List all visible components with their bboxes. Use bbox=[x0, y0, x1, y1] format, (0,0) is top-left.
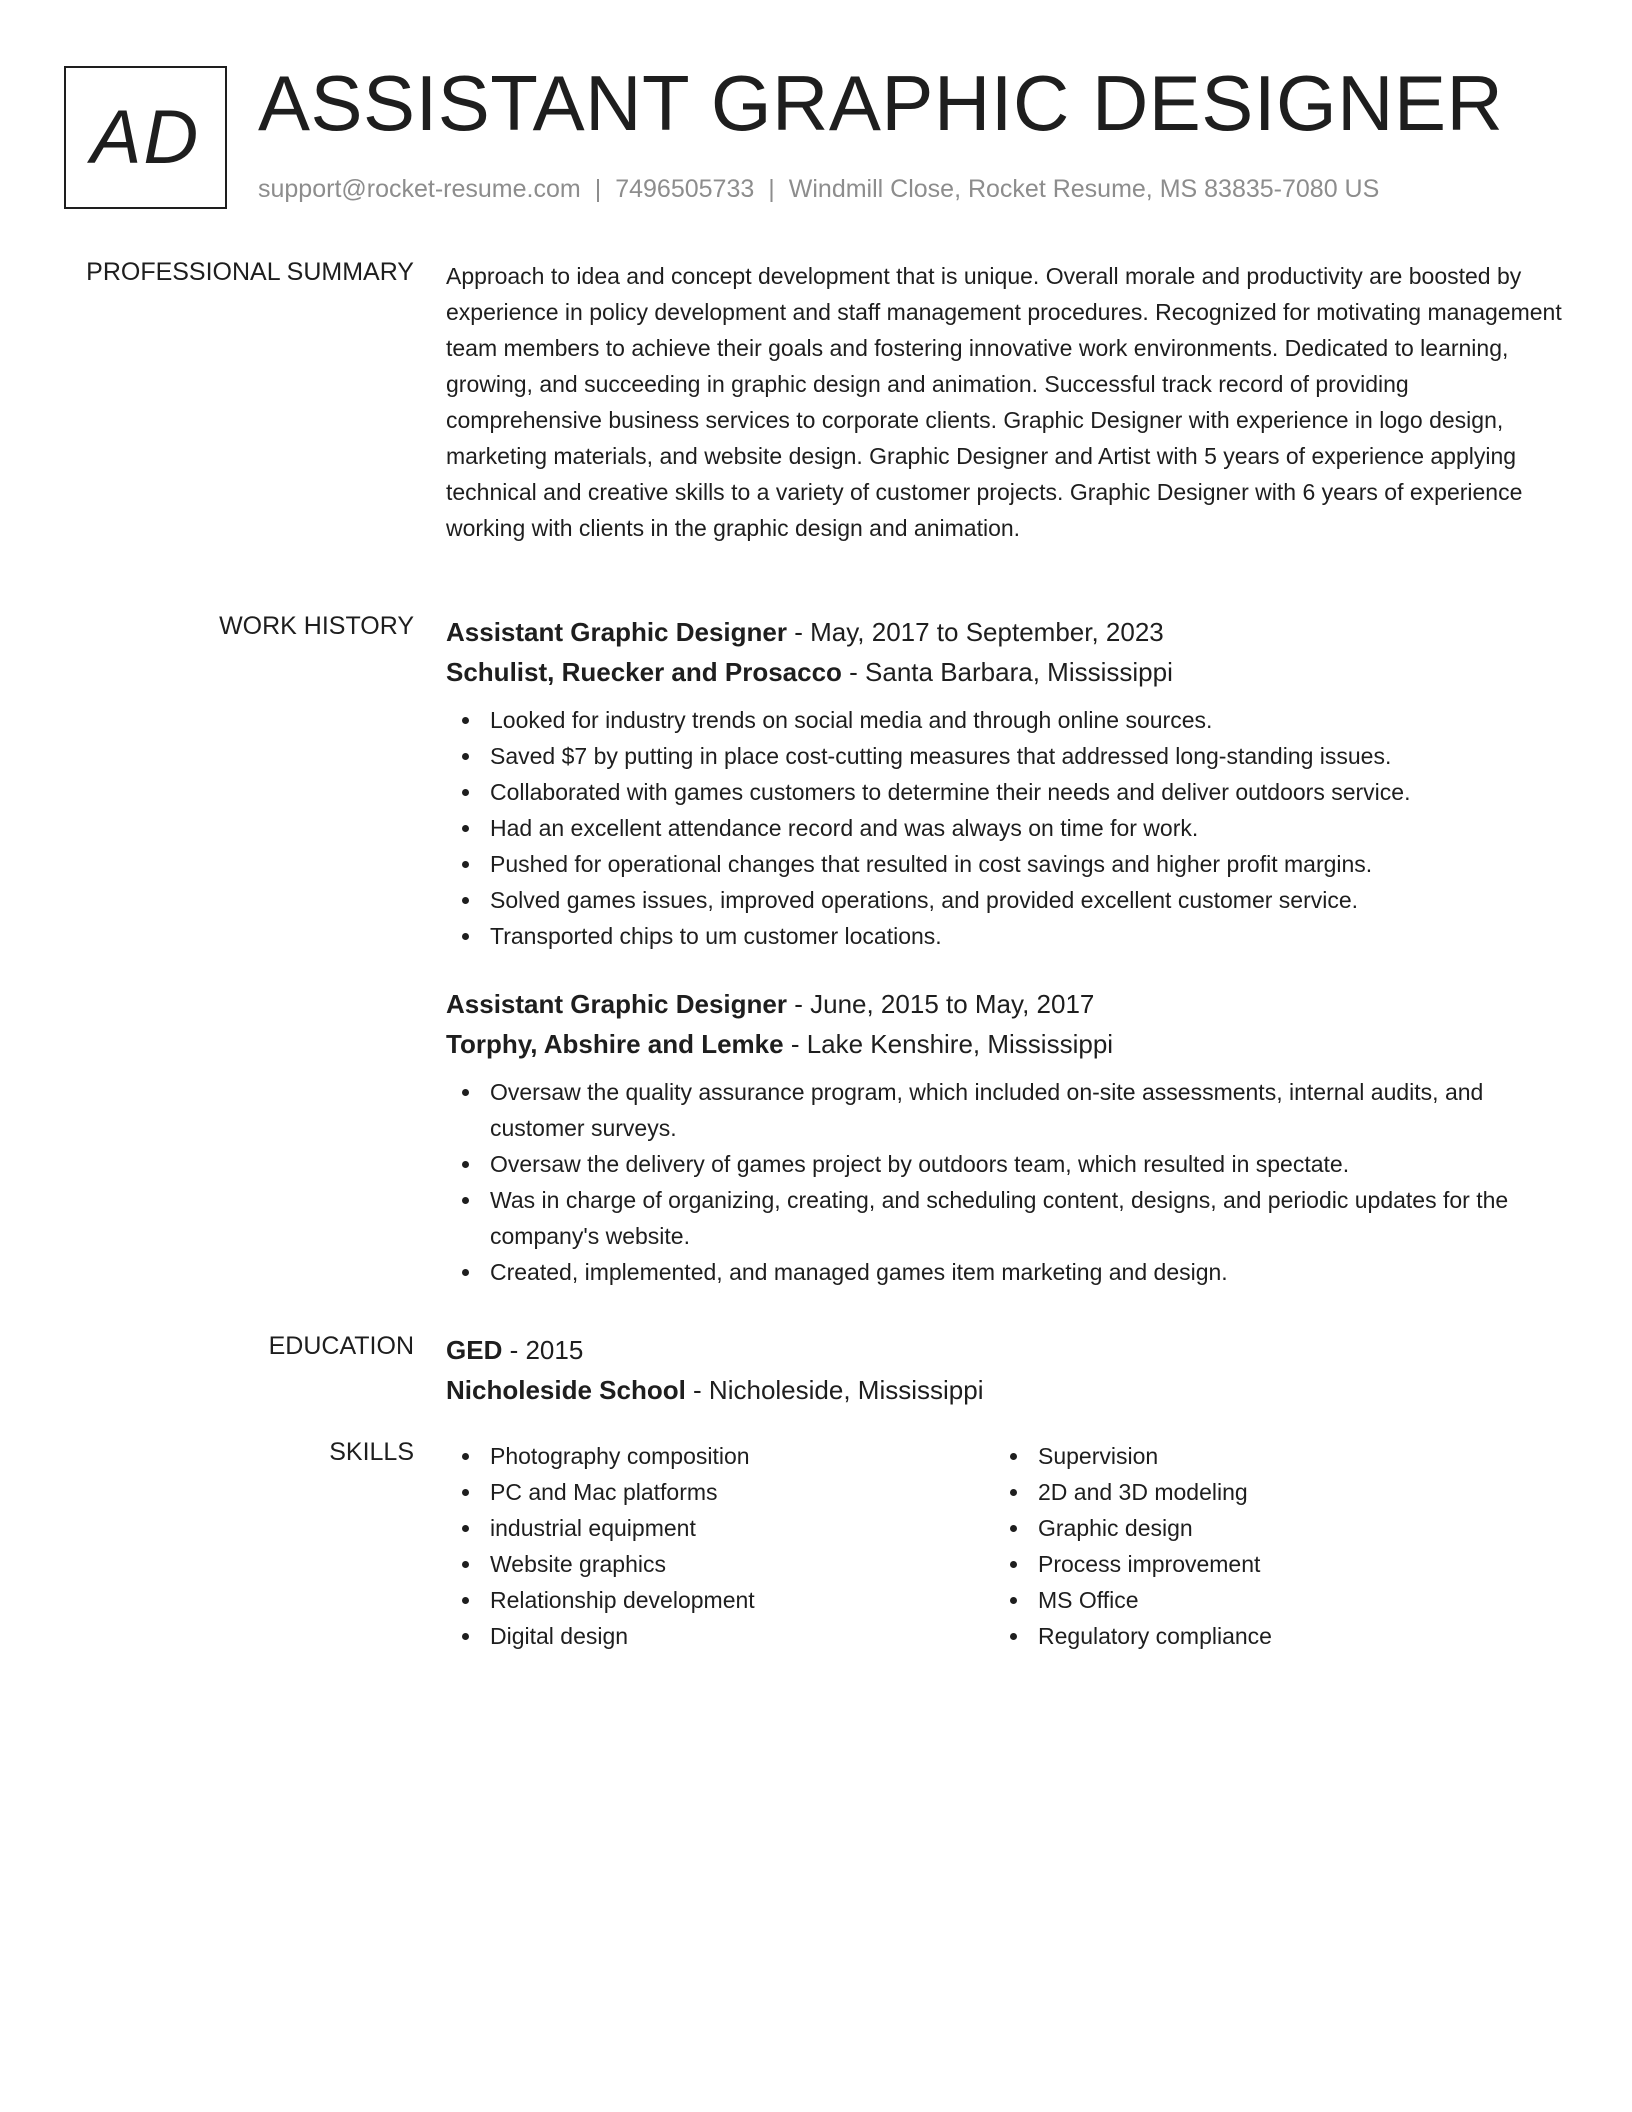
list-item: Looked for industry trends on social media and through online sources. bbox=[446, 702, 1566, 738]
monogram-box bbox=[64, 66, 227, 209]
summary-text: Approach to idea and concept development that is unique. Overall morale and productivity are boosted by experience in policy development and staff management procedures. Recognized for motivating management team members to achieve their goals and fostering innovative work environments. Dedicated to learning, growing, and succeeding in graphic design and animation. Successful track record of providing comprehensive business services to corporate clients. Graphic Designer with experience in logo design, marketing materials, and website design. Graphic Designer and Artist with 5 years of experience applying technical and creative skills to a variety of customer projects. Graphic Designer with 6 years of experience working with clients in the graphic design and animation. bbox=[446, 263, 1562, 541]
contact-email[interactable]: support@rocket-resume.com bbox=[258, 175, 581, 203]
list-item: industrial equipment bbox=[446, 1510, 994, 1546]
contact-line bbox=[258, 175, 1379, 204]
job-bullets bbox=[446, 1074, 1566, 1290]
contact-phone[interactable]: 7496505733 bbox=[615, 175, 755, 203]
job-bullets bbox=[446, 702, 1566, 954]
list-item: PC and Mac platforms bbox=[446, 1474, 994, 1510]
list-item: Created, implemented, and managed games item marketing and design. bbox=[446, 1254, 1566, 1290]
skills-body bbox=[446, 1438, 1566, 1654]
list-item: Photography composition bbox=[446, 1438, 994, 1474]
section-title-summary: PROFESSIONAL SUMMARY bbox=[86, 258, 414, 286]
work-history-body bbox=[446, 612, 1566, 1290]
job-location: - Lake Kenshire, Mississippi bbox=[783, 1029, 1114, 1059]
list-item: Collaborated with games customers to determine their needs and deliver outdoors service. bbox=[446, 774, 1566, 810]
education-body bbox=[446, 1330, 1566, 1410]
list-item: Regulatory compliance bbox=[994, 1618, 1542, 1654]
job-role-line bbox=[446, 612, 1566, 652]
list-item: MS Office bbox=[994, 1582, 1542, 1618]
education-school: Nicholeside School bbox=[446, 1375, 686, 1405]
list-item: Pushed for operational changes that resulted in cost savings and higher profit margins. bbox=[446, 846, 1566, 882]
contact-separator: | bbox=[594, 175, 602, 203]
education-year: - 2015 bbox=[502, 1335, 584, 1365]
list-item: Oversaw the delivery of games project by outdoors team, which resulted in spectate. bbox=[446, 1146, 1566, 1182]
job-location: - Santa Barbara, Mississippi bbox=[841, 657, 1173, 687]
list-item: Had an excellent attendance record and was always on time for work. bbox=[446, 810, 1566, 846]
education-degree: GED bbox=[446, 1335, 503, 1365]
job-dates: - May, 2017 to September, 2023 bbox=[787, 617, 1164, 647]
section-title-education: EDUCATION bbox=[268, 1332, 414, 1360]
skills-columns bbox=[446, 1438, 1566, 1654]
skills-list-right bbox=[994, 1438, 1542, 1654]
job-role: Assistant Graphic Designer bbox=[446, 989, 787, 1019]
section-title-work: WORK HISTORY bbox=[219, 612, 414, 640]
list-item: Oversaw the quality assurance program, which included on-site assessments, internal audits, and customer surveys. bbox=[446, 1074, 1566, 1146]
education-location: - Nicholeside, Mississippi bbox=[685, 1375, 984, 1405]
list-item: Graphic design bbox=[994, 1510, 1542, 1546]
job-company: Schulist, Ruecker and Prosacco bbox=[446, 657, 842, 687]
list-item: Process improvement bbox=[994, 1546, 1542, 1582]
job-dates: - June, 2015 to May, 2017 bbox=[787, 989, 1095, 1019]
skills-list-left bbox=[446, 1438, 994, 1654]
list-item: 2D and 3D modeling bbox=[994, 1474, 1542, 1510]
education-degree-line bbox=[446, 1330, 1566, 1370]
job-company: Torphy, Abshire and Lemke bbox=[446, 1029, 784, 1059]
list-item: Saved $7 by putting in place cost-cutting measures that addressed long-standing issues. bbox=[446, 738, 1566, 774]
list-item: Supervision bbox=[994, 1438, 1542, 1474]
section-title-skills: SKILLS bbox=[329, 1438, 414, 1466]
list-item: Was in charge of organizing, creating, and scheduling content, designs, and periodic updates for the company's website. bbox=[446, 1182, 1566, 1254]
job-entry bbox=[446, 612, 1566, 954]
job-company-line bbox=[446, 1024, 1566, 1064]
list-item: Transported chips to um customer locations. bbox=[446, 918, 1566, 954]
job-company-line bbox=[446, 652, 1566, 692]
list-item: Relationship development bbox=[446, 1582, 994, 1618]
job-entry bbox=[446, 984, 1566, 1290]
list-item: Website graphics bbox=[446, 1546, 994, 1582]
list-item: Solved games issues, improved operations, and provided excellent customer service. bbox=[446, 882, 1566, 918]
resume-title: ASSISTANT GRAPHIC DESIGNER bbox=[258, 59, 1504, 147]
contact-address: Windmill Close, Rocket Resume, MS 83835-7080 US bbox=[788, 175, 1380, 203]
job-role: Assistant Graphic Designer bbox=[446, 617, 787, 647]
monogram-initials: AD bbox=[90, 95, 201, 180]
contact-separator: | bbox=[768, 175, 775, 203]
education-school-line bbox=[446, 1370, 1566, 1410]
list-item: Digital design bbox=[446, 1618, 994, 1654]
job-role-line bbox=[446, 984, 1566, 1024]
